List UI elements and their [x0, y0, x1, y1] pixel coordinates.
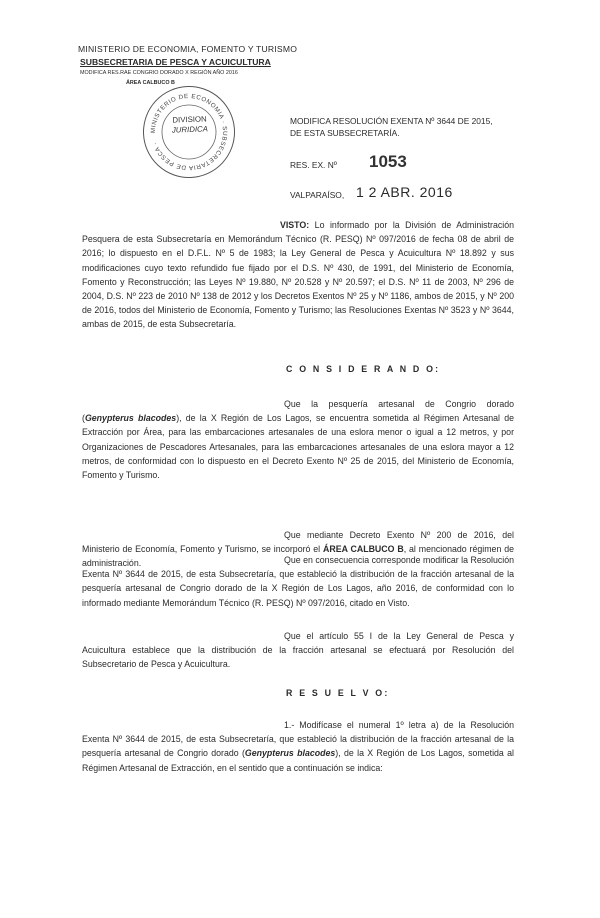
c2-post: , al mencionado régimen de administración. [82, 544, 514, 569]
seal-center-line2: JURIDICA [171, 124, 209, 135]
visto-paragraph [82, 218, 514, 332]
considerando-1 [82, 397, 514, 482]
reference-line2: DE ESTA SUBSECRETARÍA. [290, 128, 400, 138]
visto-text: Lo informado por la División de Administración Pesquera de esta Subsecretaría en Memorándum Técnico (R. PESQ) Nº 097/2016 de fecha 08 de abril de 2016; lo dispuesto en el D.F.L. Nº 5 de 1983; la Ley General de Pesca y Acuicultura Nº 18.892 y sus modificaciones cuyo texto refundido fue fijado por el D.S. Nº 430, de 1991, del Ministerio de Economía, Fomento y Reconstrucción; las Leyes Nº 19.880, Nº 20.528 y Nº 20.597; el D.S. Nº 11 de 2003, Nº 296 de 2004, D.S. Nº 223 de 2010 Nº 138 de 2012 y los Decretos Exentos Nº 25 y Nº 1186, ambos de 2015, y Nº 200 de 2016, todos del Ministerio de Economía, Fomento y Turismo; las Resoluciones Exentas Nº 3523 y Nº 3644, ambas de 2015, de esta Subsecretaría. [82, 220, 514, 330]
r1-species: Genypterus blacodes [244, 748, 336, 759]
place-label: VALPARAÍSO, [290, 190, 345, 200]
area-label: ÁREA CALBUCO B [126, 80, 175, 86]
c2-pre: Que mediante Decreto Exento Nº 200 de 2016, del Ministerio de Economía, Fomento y Turismo, se incorporó el [82, 530, 514, 555]
subsecretaria-name: SUBSECRETARIA DE PESCA Y ACUICULTURA [80, 57, 271, 67]
visto-label: VISTO: [280, 220, 310, 230]
ministry-name: MINISTERIO DE ECONOMIA, FOMENTO Y TURISMO [78, 44, 298, 54]
seal-ring-text: MINISTERIO DE ECONOMIA · SUBSECRETARIA DE PESCA · [149, 92, 229, 172]
c1-post: ), de la X Región de Los Lagos, se encuentra sometida al Régimen Artesanal de Extracción por Área, para las embarcaciones artesanales de una eslora menor o igual a 12 metros, y por Organizaciones de Pescadores Artesanales, para las embarcaciones artesanales de una eslora mayor a 12 metros, de conformidad con lo dispuesto en el Decreto Exento Nº 25 de 2015, del Ministerio de Economía, Fomento y Turismo. [82, 413, 514, 481]
c2-area: ÁREA CALBUCO B [323, 544, 404, 555]
considerando-4: Que el artículo 55 I de la Ley General de Pesca y Acuicultura establece que la distribución de la fracción artesanal se efectuará por Resolución del Subsecretario de Pesca y Acuicultura. [82, 631, 514, 670]
date-stamp: 1 2 ABR. 2016 [356, 184, 453, 200]
c1-pre: Que la pesquería artesanal de Congrio dorado ( [82, 399, 514, 424]
r1-post: ), de la X Región de Los Lagos, sometida al Régimen Artesanal de Extracción, en el sentido que a continuación se indica: [82, 748, 514, 773]
subject-line: MODIFICA RES.RAE CONGRIO DORADO X REGIÓN AÑO 2016 [80, 70, 238, 76]
considerando-3: Que en consecuencia corresponde modificar la Resolución Exenta Nº 3644 de 2015, de esta Subsecretaría, que estableció la distribución de la fracción artesanal de la pesquería artesanal de Congrio dorado de la X Región de Los Lagos, año 2016, de conformidad con lo informado mediante Memorándum Técnico (R. PESQ) Nº 097/2016, citado en Visto. [82, 555, 514, 608]
reference-line1: MODIFICA RESOLUCIÓN EXENTA Nº 3644 DE 2015, [290, 116, 493, 126]
considerando-heading: C O N S I D E R A N D O: [286, 364, 441, 374]
res-number: 1053 [369, 152, 407, 171]
resuelvo-1 [82, 718, 514, 775]
r1-pre: 1.- Modifícase el numeral 1º letra a) de la Resolución Exenta Nº 3644 de 2015, de esta Subsecretaría, que estableció la distribución de la fracción artesanal de la pesquería artesanal de Congrio dorado ( [82, 720, 514, 759]
res-label: RES. EX. Nº [290, 160, 337, 170]
division-juridica-seal [141, 84, 236, 179]
seal-center-line1: DIVISION [172, 114, 207, 125]
resuelvo-heading: R E S U E L V O: [286, 688, 390, 698]
c1-species: Genypterus blacodes [84, 413, 177, 424]
